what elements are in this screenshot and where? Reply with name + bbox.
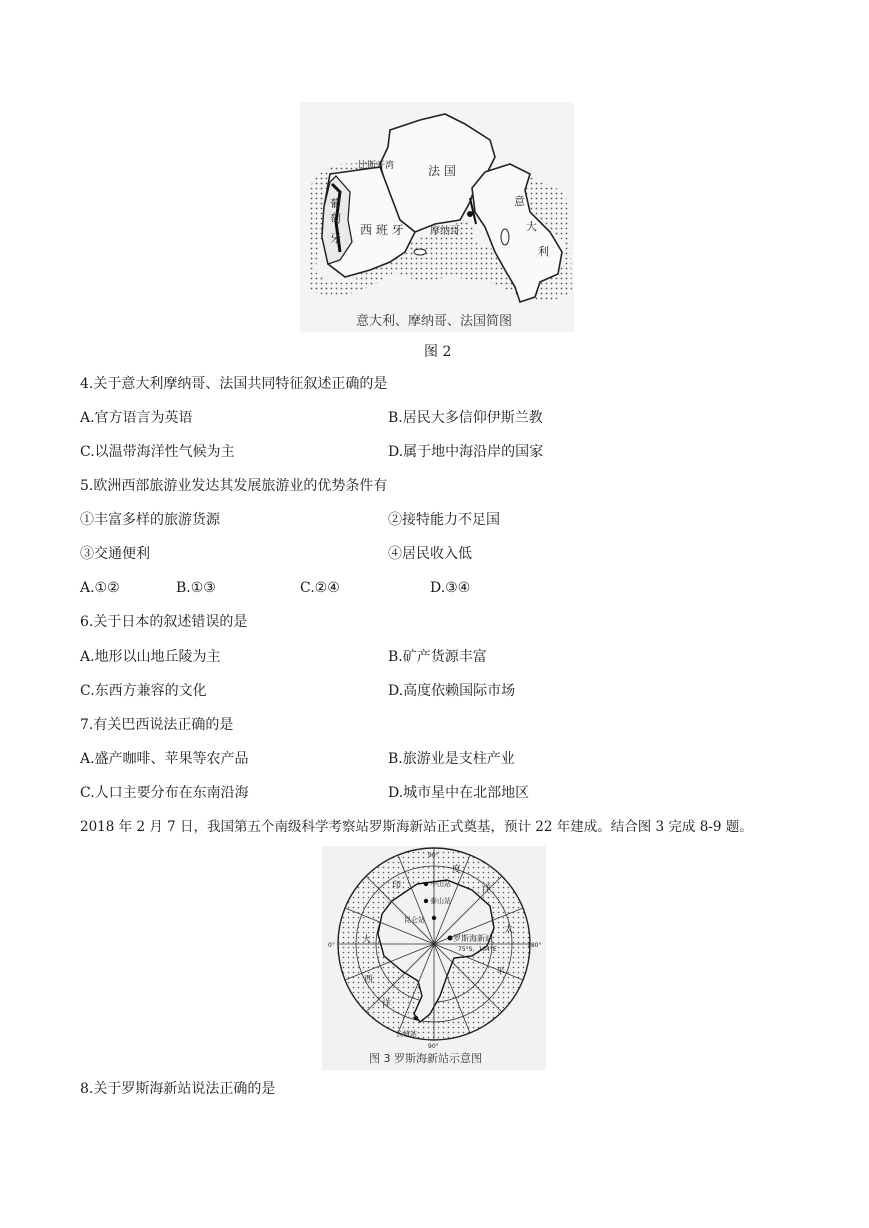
map-label-portugal-1: 葡 <box>330 197 341 210</box>
map-label-portugal-3: 牙 <box>330 232 341 245</box>
map-label-ocean-xi: 西 <box>364 975 374 985</box>
question-6-stem: 6.关于日本的叙述错误的是 <box>80 614 248 630</box>
question-5-item-3: ③交通便利 <box>80 546 150 562</box>
map-label-changcheng: 长城站 <box>396 1030 417 1038</box>
question-5-option-a: A.①② <box>80 580 120 596</box>
question-5-stem: 5.欧洲西部旅游业发达其发展旅游业的优势条件有 <box>80 478 388 494</box>
figure-2-number: 图 2 <box>424 344 452 360</box>
question-6-option-b: B.矿产货源丰富 <box>388 649 487 665</box>
map-label-ocean-tai: 太 <box>504 925 514 935</box>
map-label-ocean-du: 度 <box>452 865 462 875</box>
map-label-italy-1: 意 <box>514 195 525 208</box>
question-4-stem: 4.关于意大利摩纳哥、法国共同特征叙述正确的是 <box>80 376 388 392</box>
question-5-option-b: B.①③ <box>176 580 216 596</box>
map-italy-monaco-france <box>300 102 574 332</box>
figure-3-map <box>322 846 546 1070</box>
question-5-option-c: C.②④ <box>300 580 340 596</box>
question-7-option-d: D.城市星中在北部地区 <box>388 785 530 801</box>
map-ross-sea-station <box>322 846 546 1070</box>
figure-2-map-caption: 意大利、摩纳哥、法国简图 <box>356 314 513 329</box>
question-7-option-a: A.盛产咖啡、苹果等农产品 <box>80 751 249 767</box>
map-label-italy-2: 大 <box>526 220 537 233</box>
question-5-item-4: ④居民收入低 <box>388 546 472 562</box>
map-label-monaco: 摩纳哥 <box>430 226 460 237</box>
map-label-ross-new-station: 罗斯海新站 <box>453 934 493 943</box>
question-4-option-b: B.居民大多信仰伊斯兰教 <box>388 410 543 426</box>
map-label-kunlun: 昆仑站 <box>404 916 425 924</box>
question-5-item-2: ②接特能力不足国 <box>388 512 500 528</box>
map-label-spain: 西 班 牙 <box>360 223 404 237</box>
map-label-ocean-ping: 平 <box>496 967 506 977</box>
map-label-zhongshan: 中山站 <box>430 880 451 888</box>
question-5-item-1: ①丰富多样的旅游货源 <box>80 512 220 528</box>
question-7-stem: 7.有关巴西说法正确的是 <box>80 717 234 733</box>
question-4-option-c: C.以温带海洋性气候为主 <box>80 444 235 460</box>
question-6-option-a: A.地形以山地丘陵为主 <box>80 649 221 665</box>
map-label-90-bottom: 90° <box>428 1043 439 1050</box>
map-label-ocean-yang-1: 洋 <box>482 884 492 894</box>
question-7-option-b: B.旅游业是支柱产业 <box>388 751 515 767</box>
figure-2-map <box>300 102 574 332</box>
map-label-0: 0° <box>328 942 335 949</box>
map-label-ocean-da: 大 <box>362 935 372 945</box>
intro-paragraph: 2018 年 2 月 7 日，我国第五个南级科学考察站罗斯海新站正式奠基，预计 22 年建成。结合图 3 完成 8-9 题。 <box>80 819 753 835</box>
question-5-option-d: D.③④ <box>430 580 471 596</box>
map-label-taishan: 泰山站 <box>430 897 451 905</box>
map-label-ocean-yin: 印 <box>392 881 402 891</box>
question-4-option-d: D.属于地中海沿岸的国家 <box>388 444 544 460</box>
question-6-option-c: C.东西方兼容的文化 <box>80 683 207 699</box>
question-8-stem: 8.关于罗斯海新站说法正确的是 <box>80 1081 276 1097</box>
map-label-ocean-yang-2: 洋 <box>382 999 392 1009</box>
map-label-90-top: 90° <box>428 852 439 859</box>
map-label-italy-3: 利 <box>538 245 549 258</box>
map-label-france: 法 国 <box>428 164 456 178</box>
question-4-option-a: A.官方语言为英语 <box>80 410 193 426</box>
map-label-180: 180° <box>527 942 542 949</box>
figure-3-caption: 图 3 罗斯海新站示意图 <box>369 1052 482 1065</box>
question-7-option-c: C.人口主要分布在东南沿海 <box>80 785 249 801</box>
map-label-coordinates: 75°S，164°E <box>458 946 497 953</box>
question-6-option-d: D.高度依赖国际市场 <box>388 683 516 699</box>
map-label-bay: 比斯开湾 <box>358 161 395 171</box>
map-label-portugal-2: 萄 <box>330 212 341 225</box>
